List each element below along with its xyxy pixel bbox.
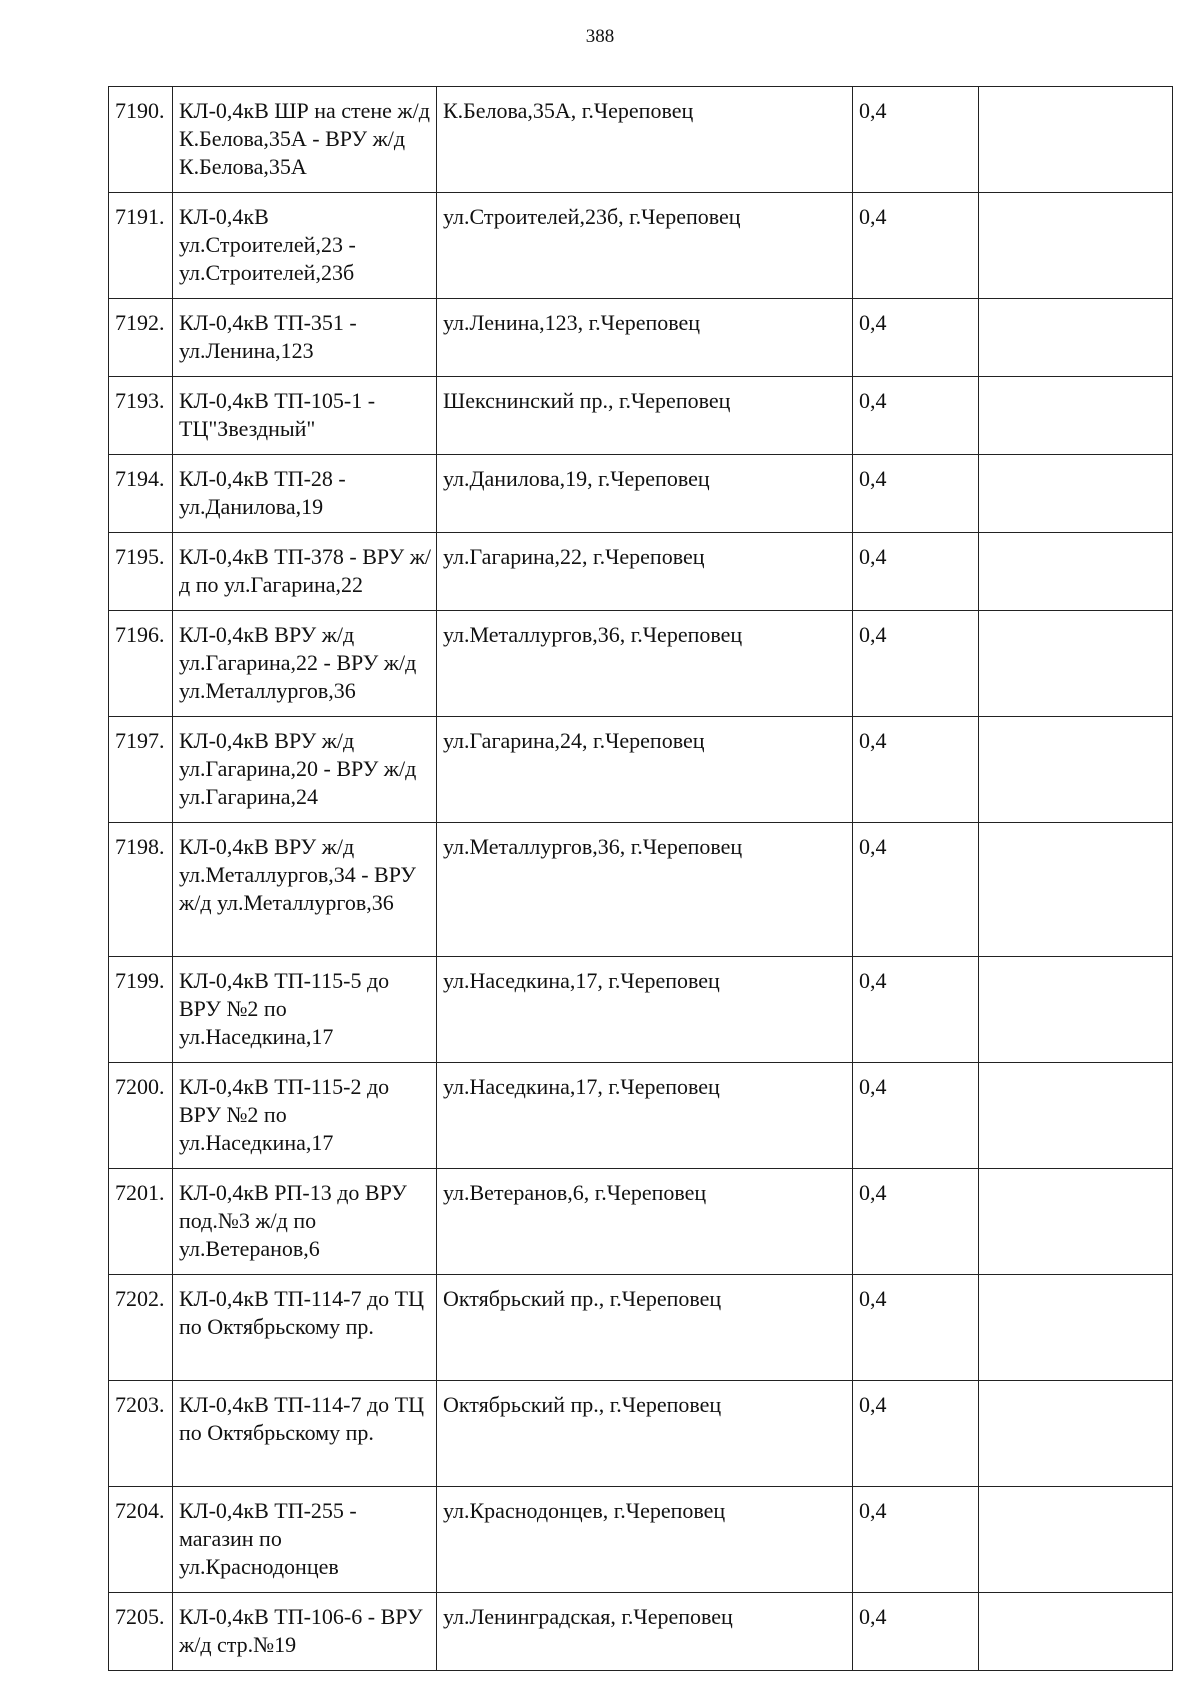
line-extra-cell xyxy=(979,1593,1173,1671)
line-address-cell: ул.Данилова,19, г.Череповец xyxy=(437,455,853,533)
line-voltage-cell: 0,4 xyxy=(853,455,979,533)
line-address-cell: ул.Наседкина,17, г.Череповец xyxy=(437,957,853,1063)
line-voltage-cell: 0,4 xyxy=(853,1381,979,1487)
line-name-cell: КЛ-0,4кВ ТП-115-2 до ВРУ №2 по ул.Наседкина,17 xyxy=(173,1063,437,1169)
row-number-cell: 7197. xyxy=(109,717,173,823)
table-row xyxy=(109,1275,1173,1381)
line-address-cell: К.Белова,35А, г.Череповец xyxy=(437,87,853,193)
line-address-cell: Шекснинский пр., г.Череповец xyxy=(437,377,853,455)
line-voltage-cell: 0,4 xyxy=(853,1169,979,1275)
line-extra-cell xyxy=(979,1169,1173,1275)
line-voltage-cell: 0,4 xyxy=(853,193,979,299)
cable-line-registry-table xyxy=(108,86,1173,1671)
line-name-cell: КЛ-0,4кВ ВРУ ж/д ул.Гагарина,22 - ВРУ ж/д ул.Металлургов,36 xyxy=(173,611,437,717)
table-row xyxy=(109,193,1173,299)
line-extra-cell xyxy=(979,533,1173,611)
row-number-cell: 7191. xyxy=(109,193,173,299)
line-voltage-cell: 0,4 xyxy=(853,299,979,377)
table-row xyxy=(109,1381,1173,1487)
table-row xyxy=(109,1169,1173,1275)
row-number-cell: 7194. xyxy=(109,455,173,533)
line-address-cell: ул.Ленинградская, г.Череповец xyxy=(437,1593,853,1671)
line-extra-cell xyxy=(979,611,1173,717)
row-number-cell: 7204. xyxy=(109,1487,173,1593)
line-address-cell: ул.Ленина,123, г.Череповец xyxy=(437,299,853,377)
line-voltage-cell: 0,4 xyxy=(853,1487,979,1593)
line-name-cell: КЛ-0,4кВ ТП-28 - ул.Данилова,19 xyxy=(173,455,437,533)
line-name-cell: КЛ-0,4кВ ТП-115-5 до ВРУ №2 по ул.Наседкина,17 xyxy=(173,957,437,1063)
line-address-cell: ул.Строителей,23б, г.Череповец xyxy=(437,193,853,299)
line-extra-cell xyxy=(979,957,1173,1063)
line-extra-cell xyxy=(979,823,1173,957)
table-row xyxy=(109,1593,1173,1671)
row-number-cell: 7199. xyxy=(109,957,173,1063)
line-voltage-cell: 0,4 xyxy=(853,87,979,193)
line-name-cell: КЛ-0,4кВ ул.Строителей,23 - ул.Строителей,23б xyxy=(173,193,437,299)
table-row xyxy=(109,299,1173,377)
line-extra-cell xyxy=(979,717,1173,823)
row-number-cell: 7202. xyxy=(109,1275,173,1381)
line-name-cell: КЛ-0,4кВ ВРУ ж/д ул.Металлургов,34 - ВРУ ж/д ул.Металлургов,36 xyxy=(173,823,437,957)
line-extra-cell xyxy=(979,377,1173,455)
table-row xyxy=(109,87,1173,193)
line-name-cell: КЛ-0,4кВ ШР на стене ж/д К.Белова,35А - ВРУ ж/д К.Белова,35А xyxy=(173,87,437,193)
row-number-cell: 7193. xyxy=(109,377,173,455)
line-address-cell: ул.Краснодонцев, г.Череповец xyxy=(437,1487,853,1593)
line-voltage-cell: 0,4 xyxy=(853,1063,979,1169)
table-row xyxy=(109,957,1173,1063)
line-address-cell: ул.Гагарина,24, г.Череповец xyxy=(437,717,853,823)
table-row xyxy=(109,823,1173,957)
line-extra-cell xyxy=(979,1063,1173,1169)
line-address-cell: ул.Металлургов,36, г.Череповец xyxy=(437,823,853,957)
line-extra-cell xyxy=(979,1487,1173,1593)
line-extra-cell xyxy=(979,87,1173,193)
row-number-cell: 7203. xyxy=(109,1381,173,1487)
line-address-cell: ул.Металлургов,36, г.Череповец xyxy=(437,611,853,717)
line-voltage-cell: 0,4 xyxy=(853,377,979,455)
table-row xyxy=(109,611,1173,717)
line-voltage-cell: 0,4 xyxy=(853,1275,979,1381)
line-address-cell: Октябрьский пр., г.Череповец xyxy=(437,1275,853,1381)
line-name-cell: КЛ-0,4кВ ТП-114-7 до ТЦ по Октябрьскому пр. xyxy=(173,1381,437,1487)
row-number-cell: 7196. xyxy=(109,611,173,717)
line-voltage-cell: 0,4 xyxy=(853,717,979,823)
line-voltage-cell: 0,4 xyxy=(853,957,979,1063)
table-row xyxy=(109,1487,1173,1593)
line-address-cell: ул.Наседкина,17, г.Череповец xyxy=(437,1063,853,1169)
table-row xyxy=(109,1063,1173,1169)
line-extra-cell xyxy=(979,455,1173,533)
line-name-cell: КЛ-0,4кВ ТП-105-1 - ТЦ"Звездный" xyxy=(173,377,437,455)
line-extra-cell xyxy=(979,299,1173,377)
line-address-cell: ул.Ветеранов,6, г.Череповец xyxy=(437,1169,853,1275)
line-extra-cell xyxy=(979,193,1173,299)
line-name-cell: КЛ-0,4кВ РП-13 до ВРУ под.№3 ж/д по ул.Ветеранов,6 xyxy=(173,1169,437,1275)
row-number-cell: 7205. xyxy=(109,1593,173,1671)
row-number-cell: 7190. xyxy=(109,87,173,193)
line-name-cell: КЛ-0,4кВ ТП-255 - магазин по ул.Краснодонцев xyxy=(173,1487,437,1593)
line-voltage-cell: 0,4 xyxy=(853,823,979,957)
page-number: 388 xyxy=(585,26,615,47)
line-name-cell: КЛ-0,4кВ ТП-106-6 - ВРУ ж/д стр.№19 xyxy=(173,1593,437,1671)
line-voltage-cell: 0,4 xyxy=(853,1593,979,1671)
line-name-cell: КЛ-0,4кВ ТП-351 - ул.Ленина,123 xyxy=(173,299,437,377)
line-extra-cell xyxy=(979,1275,1173,1381)
table-row xyxy=(109,377,1173,455)
line-voltage-cell: 0,4 xyxy=(853,533,979,611)
line-name-cell: КЛ-0,4кВ ВРУ ж/д ул.Гагарина,20 - ВРУ ж/д ул.Гагарина,24 xyxy=(173,717,437,823)
row-number-cell: 7192. xyxy=(109,299,173,377)
table-row xyxy=(109,717,1173,823)
line-address-cell: ул.Гагарина,22, г.Череповец xyxy=(437,533,853,611)
row-number-cell: 7200. xyxy=(109,1063,173,1169)
line-name-cell: КЛ-0,4кВ ТП-378 - ВРУ ж/д по ул.Гагарина,22 xyxy=(173,533,437,611)
line-extra-cell xyxy=(979,1381,1173,1487)
line-address-cell: Октябрьский пр., г.Череповец xyxy=(437,1381,853,1487)
row-number-cell: 7201. xyxy=(109,1169,173,1275)
line-name-cell: КЛ-0,4кВ ТП-114-7 до ТЦ по Октябрьскому пр. xyxy=(173,1275,437,1381)
table-row xyxy=(109,533,1173,611)
row-number-cell: 7198. xyxy=(109,823,173,957)
row-number-cell: 7195. xyxy=(109,533,173,611)
table-row xyxy=(109,455,1173,533)
line-voltage-cell: 0,4 xyxy=(853,611,979,717)
table-body xyxy=(109,87,1173,1671)
